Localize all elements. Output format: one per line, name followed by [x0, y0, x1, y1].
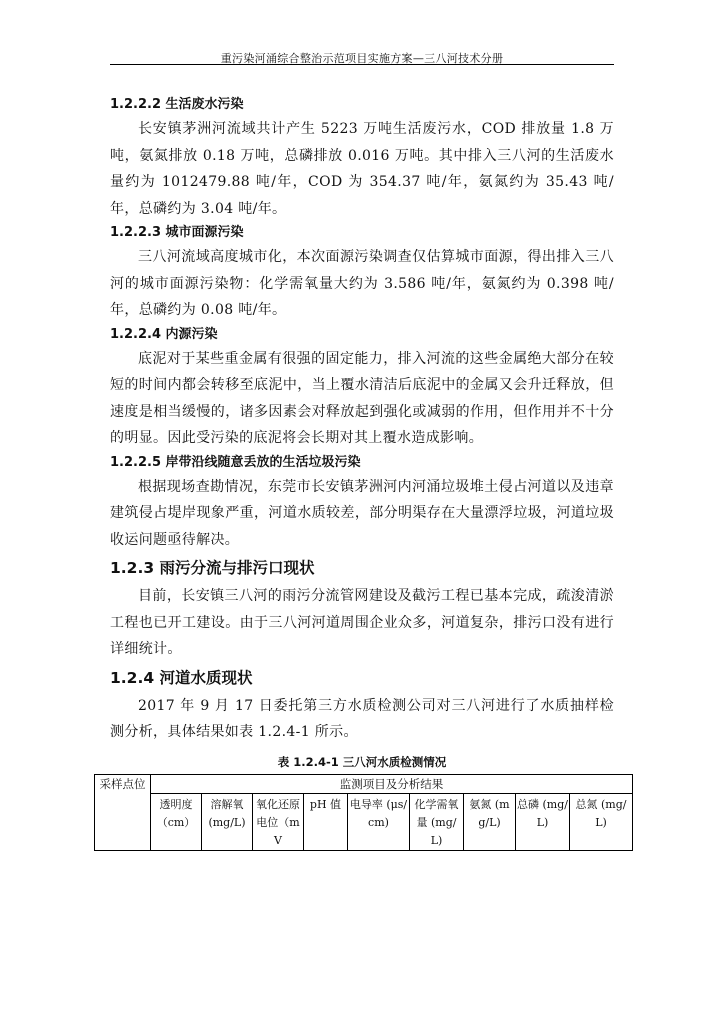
paragraph-water-quality: 2017 年 9 月 17 日委托第三方水质检测公司对三八河进行了水质抽样检测分析，具体结果如表 1.2.4-1 所示。	[110, 697, 614, 740]
section-heading-internal-source: 1.2.2.4 内源污染	[110, 326, 218, 342]
paragraph-domestic-wastewater: 长安镇茅洲河流域共计产生 5223 万吨生活废污水，COD 排放量 1.8 万吨，氨氮排放 0.18 万吨，总磷排放 0.016 万吨。其中排入三八河的生活废水量约为 1012479.88 吨/年，COD 为 354.37 吨/年，氨氮约为 35.43 吨/年，总磷约为 3.04 吨/年。	[110, 121, 614, 217]
column-header: 总磷 (mg/L)	[516, 793, 570, 850]
paragraph-riparian-garbage: 根据现场查勘情况，东莞市长安镇茅洲河内河涌垃圾堆土侵占河道以及违章建筑侵占堤岸现象严重，河道水质较差，部分明渠存在大量漂浮垃圾，河道垃圾收运问题亟待解决。	[110, 478, 614, 548]
table-caption: 表 1.2.4-1 三八河水质检测情况	[277, 754, 447, 769]
section-heading-riparian-garbage: 1.2.2.5 岸带沿线随意丢放的生活垃圾污染	[110, 454, 361, 470]
column-header: 氨氮 (mg/L)	[464, 793, 516, 850]
paragraph-urban-nonpoint: 三八河流域高度城市化，本次面源污染调查仅估算城市面源，得出排入三八河的城市面源污染物：化学需氧量大约为 3.586 吨/年，氨氮约为 0.398 吨/年，总磷约为 0.08 吨/年。	[110, 249, 614, 318]
header-rule	[110, 64, 614, 65]
column-header: 化学需氧量 (mg/L)	[410, 793, 464, 850]
section-heading-sewer-outfalls: 1.2.3 雨污分流与排污口现状	[110, 559, 315, 577]
column-header: 电导率 (μs/cm)	[348, 793, 410, 850]
paragraph-sewer-outfalls: 目前，长安镇三八河的雨污分流管网建设及截污工程已基本完成，疏浚清淤工程也已开工建设。由于三八河河道周围企业众多，河道复杂，排污口没有进行详细统计。	[110, 588, 614, 657]
column-header: 总氮 (mg/L)	[570, 793, 633, 850]
running-header: 重污染河涌综合整治示范项目实施方案—三八河技术分册	[220, 52, 504, 65]
column-header: pH 值	[304, 793, 348, 850]
monitoring-items-header: 监测项目及分析结果	[151, 774, 633, 793]
section-heading-urban-nonpoint: 1.2.2.3 城市面源污染	[110, 225, 244, 240]
paragraph-internal-source: 底泥对于某些重金属有很强的固定能力，排入河流的这些金属绝大部分在较短的时间内都会转移至底泥中，当上覆水清洁后底泥中的金属又会升迁释放，但速度是相当缓慢的，诸多因素会对释放起到强化或减弱的作用，但作用并不十分的明显。因此受污染的底泥将会长期对其上覆水造成影响。	[110, 350, 614, 446]
column-header: 溶解氧 (mg/L)	[202, 793, 253, 850]
water-quality-table	[94, 774, 633, 851]
sampling-point-header: 采样点位	[95, 774, 151, 850]
column-header: 氧化还原电位（mV	[253, 793, 304, 850]
document-body	[99, 94, 627, 851]
column-header: 透明度（cm）	[151, 793, 202, 850]
section-heading-water-quality: 1.2.4 河道水质现状	[110, 668, 253, 687]
section-heading-domestic-wastewater: 1.2.2.2 生活废水污染	[110, 97, 244, 112]
